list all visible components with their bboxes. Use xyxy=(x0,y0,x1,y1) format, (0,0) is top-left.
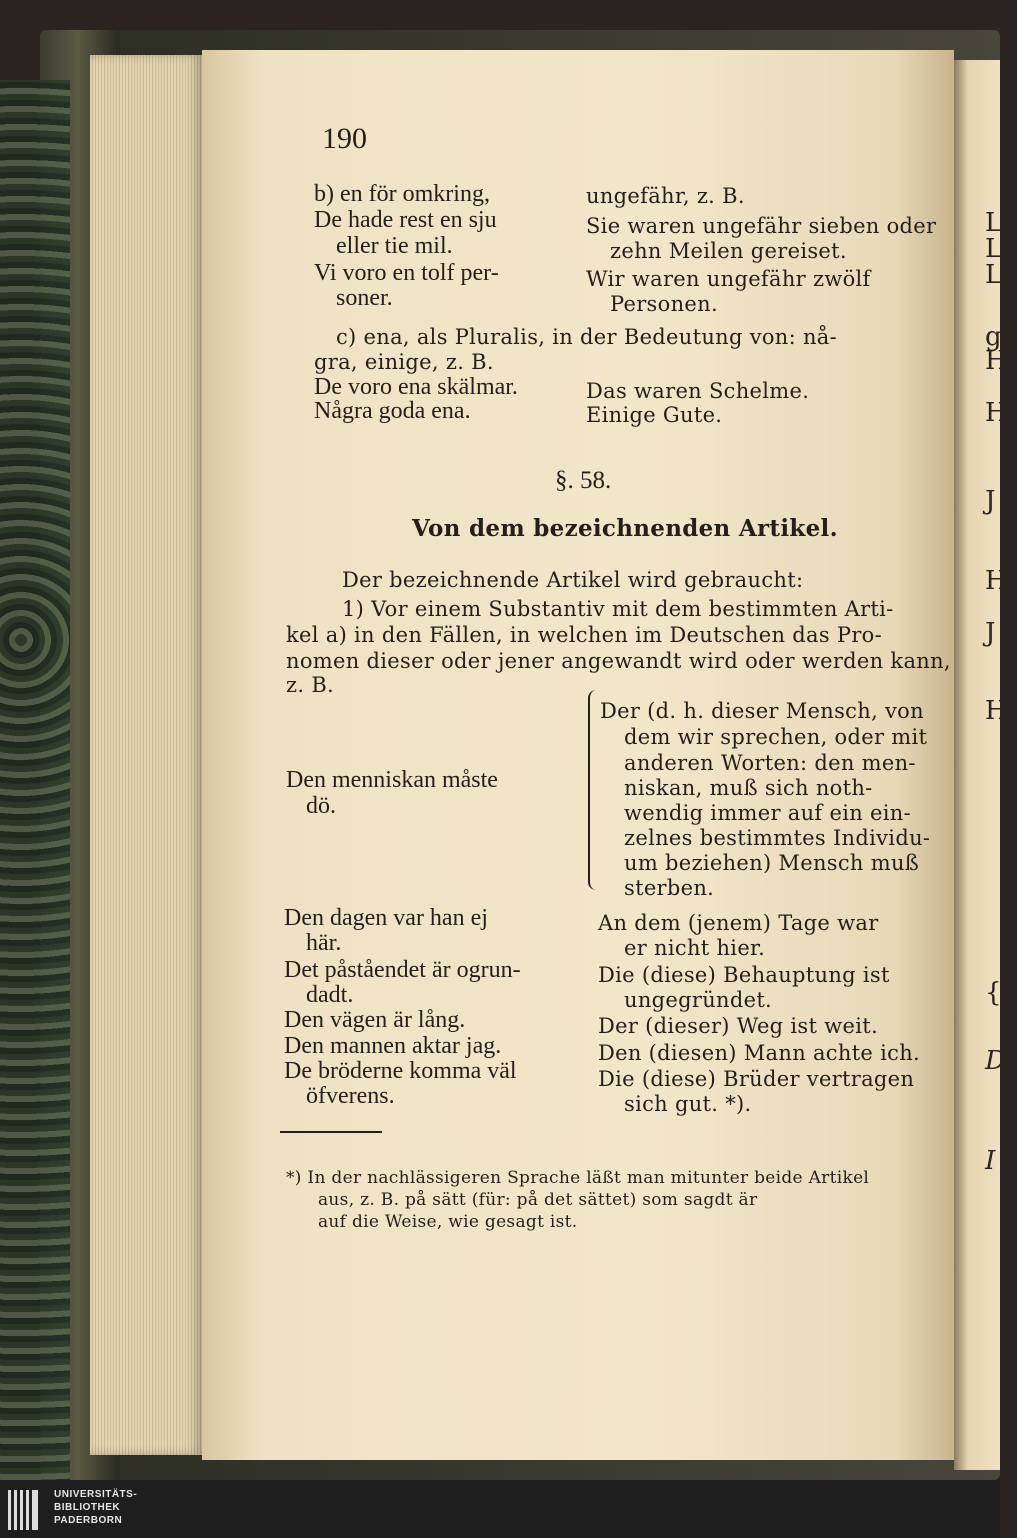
facing-page-text: L xyxy=(985,234,1003,264)
text-line: De bröderne komma väl xyxy=(284,1058,517,1084)
text-line: eller tie mil. xyxy=(336,233,453,259)
text-line: Det påståendet är ogrun- xyxy=(284,957,521,983)
facing-page-text: L xyxy=(985,260,1003,290)
text-line: Der (dieser) Weg ist weit. xyxy=(598,1014,878,1038)
text-line: z. B. xyxy=(286,673,335,697)
library-name-line: PADERBORN xyxy=(54,1515,123,1526)
text-line: zehn Meilen gereiset. xyxy=(610,239,847,263)
text-line: Die (diese) Behauptung ist xyxy=(598,963,890,987)
text-line: sterben. xyxy=(624,876,715,900)
text-line: anderen Worten: den men- xyxy=(624,751,916,775)
text-line: dö. xyxy=(306,793,336,819)
text-line: Den dagen var han ej xyxy=(284,905,488,931)
text-line: Vi voro en tolf per- xyxy=(314,260,499,286)
text-line: Sie waren ungefähr sieben oder xyxy=(586,214,937,238)
facing-page-text: { xyxy=(985,978,1002,1008)
text-line: er nicht hier. xyxy=(624,936,766,960)
library-name-line: BIBLIOTHEK xyxy=(54,1502,121,1513)
text-line: nomen dieser oder jener angewandt wird oder werden kann, xyxy=(286,649,951,673)
text-line: wendig immer auf ein ein- xyxy=(624,801,911,825)
text-line: Das waren Schelme. xyxy=(586,379,810,403)
text-line: öfverens. xyxy=(306,1083,395,1109)
text-line: An dem (jenem) Tage war xyxy=(598,911,879,935)
text-line: Die (diese) Brüder vertragen xyxy=(598,1067,915,1091)
facing-page-text: J xyxy=(985,486,996,516)
text-line: zelnes bestimmtes Individu- xyxy=(624,826,931,850)
facing-page-text: H xyxy=(985,346,1008,376)
text-line: kel a) in den Fällen, in welchen im Deutschen das Pro- xyxy=(286,623,883,647)
text-line: um beziehen) Mensch muß xyxy=(624,851,920,875)
text-line: här. xyxy=(306,930,342,956)
marbled-cover-edge xyxy=(0,80,70,1480)
text-line: De hade rest en sju xyxy=(314,207,497,233)
text-line: De voro ena skälmar. xyxy=(314,374,518,400)
library-footer xyxy=(0,1480,1000,1538)
text-line: c) ena, als Pluralis, in der Bedeutung von: nå- xyxy=(336,325,838,349)
text-line: dem wir sprechen, oder mit xyxy=(624,725,928,749)
text-line: Några goda ena. xyxy=(314,398,471,424)
facing-page-text: D xyxy=(985,1046,1006,1076)
text-line: Den mannen aktar jag. xyxy=(284,1033,502,1059)
facing-page-text: H xyxy=(985,696,1008,726)
text-line: b) en för omkring, xyxy=(314,181,490,207)
text-line: Den vägen är lång. xyxy=(284,1007,466,1033)
text-line: gra, einige, z. B. xyxy=(314,350,494,374)
text-line: soner. xyxy=(336,285,393,311)
text-line: Der bezeichnende Artikel wird gebraucht: xyxy=(342,568,804,592)
library-logo-icon xyxy=(8,1490,44,1530)
facing-page-text: H xyxy=(985,566,1008,596)
library-name-line: UNIVERSITÄTS- xyxy=(54,1489,138,1500)
facing-page-text: J xyxy=(985,618,996,648)
section-number: §. 58. xyxy=(555,467,612,494)
text-line: ungegründet. xyxy=(624,988,773,1012)
footnote-line: *) In der nachlässigeren Sprache läßt man mitunter beide Artikel xyxy=(286,1168,870,1188)
text-line: niskan, muß sich noth- xyxy=(624,776,873,800)
facing-page-text: L xyxy=(985,208,1003,238)
page-number: 190 xyxy=(322,122,367,155)
text-line: sich gut. *). xyxy=(624,1092,752,1116)
text-line: dadt. xyxy=(306,982,354,1008)
text-line: Personen. xyxy=(610,292,718,316)
facing-page-text: gö xyxy=(985,322,1017,352)
text-line: 1) Vor einem Substantiv mit dem bestimmten Arti- xyxy=(342,597,894,621)
text-line: ungefähr, z. B. xyxy=(586,184,745,208)
facing-page-text: I xyxy=(985,1146,996,1176)
text-line: Den menniskan måste xyxy=(286,767,498,793)
text-line: Den (diesen) Mann achte ich. xyxy=(598,1041,921,1065)
text-line: Der (d. h. dieser Mensch, von xyxy=(600,699,924,723)
footnote-line: auf die Weise, wie gesagt ist. xyxy=(318,1212,578,1232)
section-heading: Von dem bezeichnenden Artikel. xyxy=(412,515,838,542)
text-line: Wir waren ungefähr zwölf xyxy=(586,267,871,291)
facing-page-text: H xyxy=(985,398,1008,428)
text-line: Einige Gute. xyxy=(586,403,723,427)
footnote-rule xyxy=(280,1131,382,1133)
page-edges xyxy=(90,55,202,1455)
footnote-line: aus, z. B. på sätt (für: på det sättet) som sagdt är xyxy=(318,1190,758,1210)
